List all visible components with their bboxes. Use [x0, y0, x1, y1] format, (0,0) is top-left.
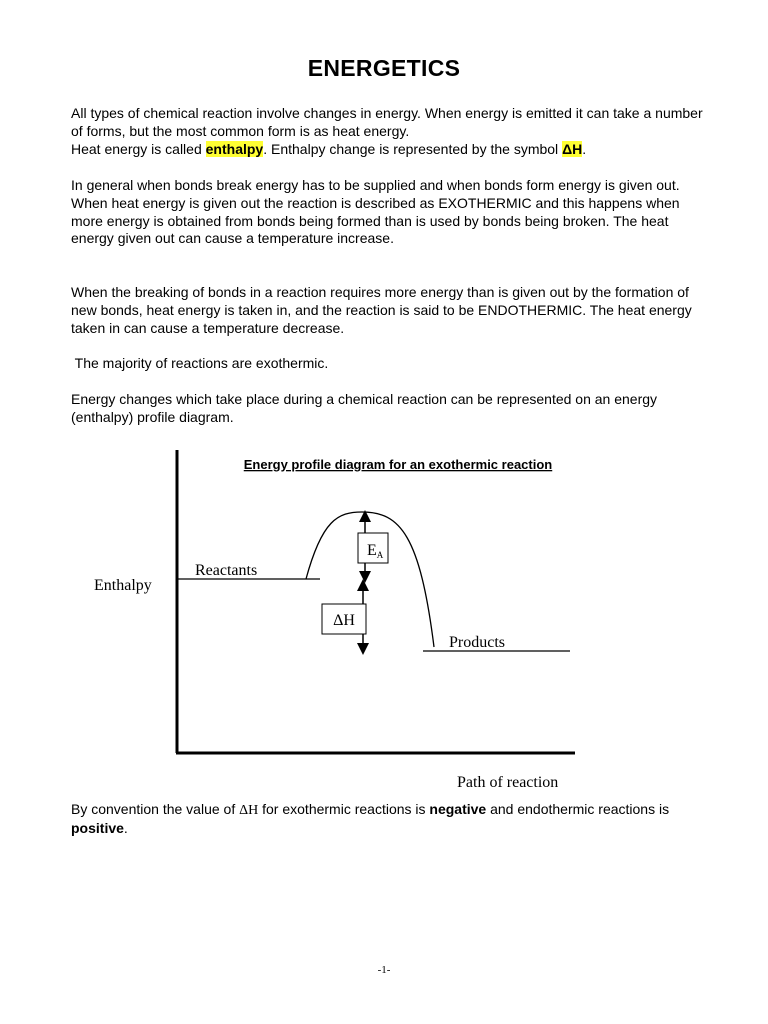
- convention-text-end: .: [123, 819, 128, 836]
- page-title: ENERGETICS: [307, 55, 461, 81]
- paragraph-intro: [71, 105, 711, 158]
- intro-text: All types of chemical reaction involve changes in energy. When energy is emitted it can take a number of forms, but the most common form is as heat energy.: [71, 105, 703, 139]
- paragraph-profile-intro: Energy changes which take place during a chemical reaction can be represented on an energy (enthalpy) profile diagram.: [71, 391, 658, 425]
- enthalpy-sentence-mid: . Enthalpy change is represented by the symbol: [263, 140, 563, 157]
- positive-word: positive: [71, 819, 124, 836]
- x-axis-label: Path of reaction: [457, 774, 559, 791]
- bonds-text: In general when bonds break energy has to be supplied and when bonds form energy is given out.: [71, 177, 680, 193]
- convention-text-start: By convention the value of: [71, 801, 240, 817]
- convention-text-mid2: and endothermic reactions is: [486, 801, 670, 817]
- paragraph-bonds: [71, 177, 711, 248]
- convention-delta-h: ΔH: [239, 803, 259, 818]
- paragraph-convention: [71, 801, 711, 838]
- products-label: Products: [449, 634, 505, 651]
- negative-word: negative: [429, 801, 487, 817]
- enthalpy-sentence-start: Heat energy is called: [71, 140, 206, 157]
- enthalpy-highlight: enthalpy: [205, 140, 264, 157]
- y-axis-label: Enthalpy: [94, 577, 152, 594]
- delta-h-label: ΔH: [333, 612, 355, 629]
- exothermic-text: When heat energy is given out the reaction is described as EXOTHERMIC and this happens when more energy is obtained from bonds being formed than is used by bonds being broken. The heat energy given out can cause a temperature increase.: [71, 194, 680, 247]
- page-number: -1-: [377, 964, 391, 976]
- diagram-title: Energy profile diagram for an exothermic reaction: [243, 457, 553, 472]
- activation-energy-label: EA: [367, 542, 384, 560]
- enthalpy-sentence-end: .: [582, 140, 587, 157]
- energy-profile-diagram: [0, 440, 768, 800]
- convention-text-mid: for exothermic reactions is: [258, 801, 430, 817]
- paragraph-majority: The majority of reactions are exothermic.: [71, 355, 329, 371]
- delta-h-symbol: ΔH: [562, 140, 583, 157]
- paragraph-endothermic: When the breaking of bonds in a reaction requires more energy than is given out by the formation of new bonds, heat energy is taken in, and the reaction is said to be ENDOTHERMIC. The heat energy taken in can cause a temperature decrease.: [71, 284, 692, 336]
- reactants-label: Reactants: [195, 562, 258, 579]
